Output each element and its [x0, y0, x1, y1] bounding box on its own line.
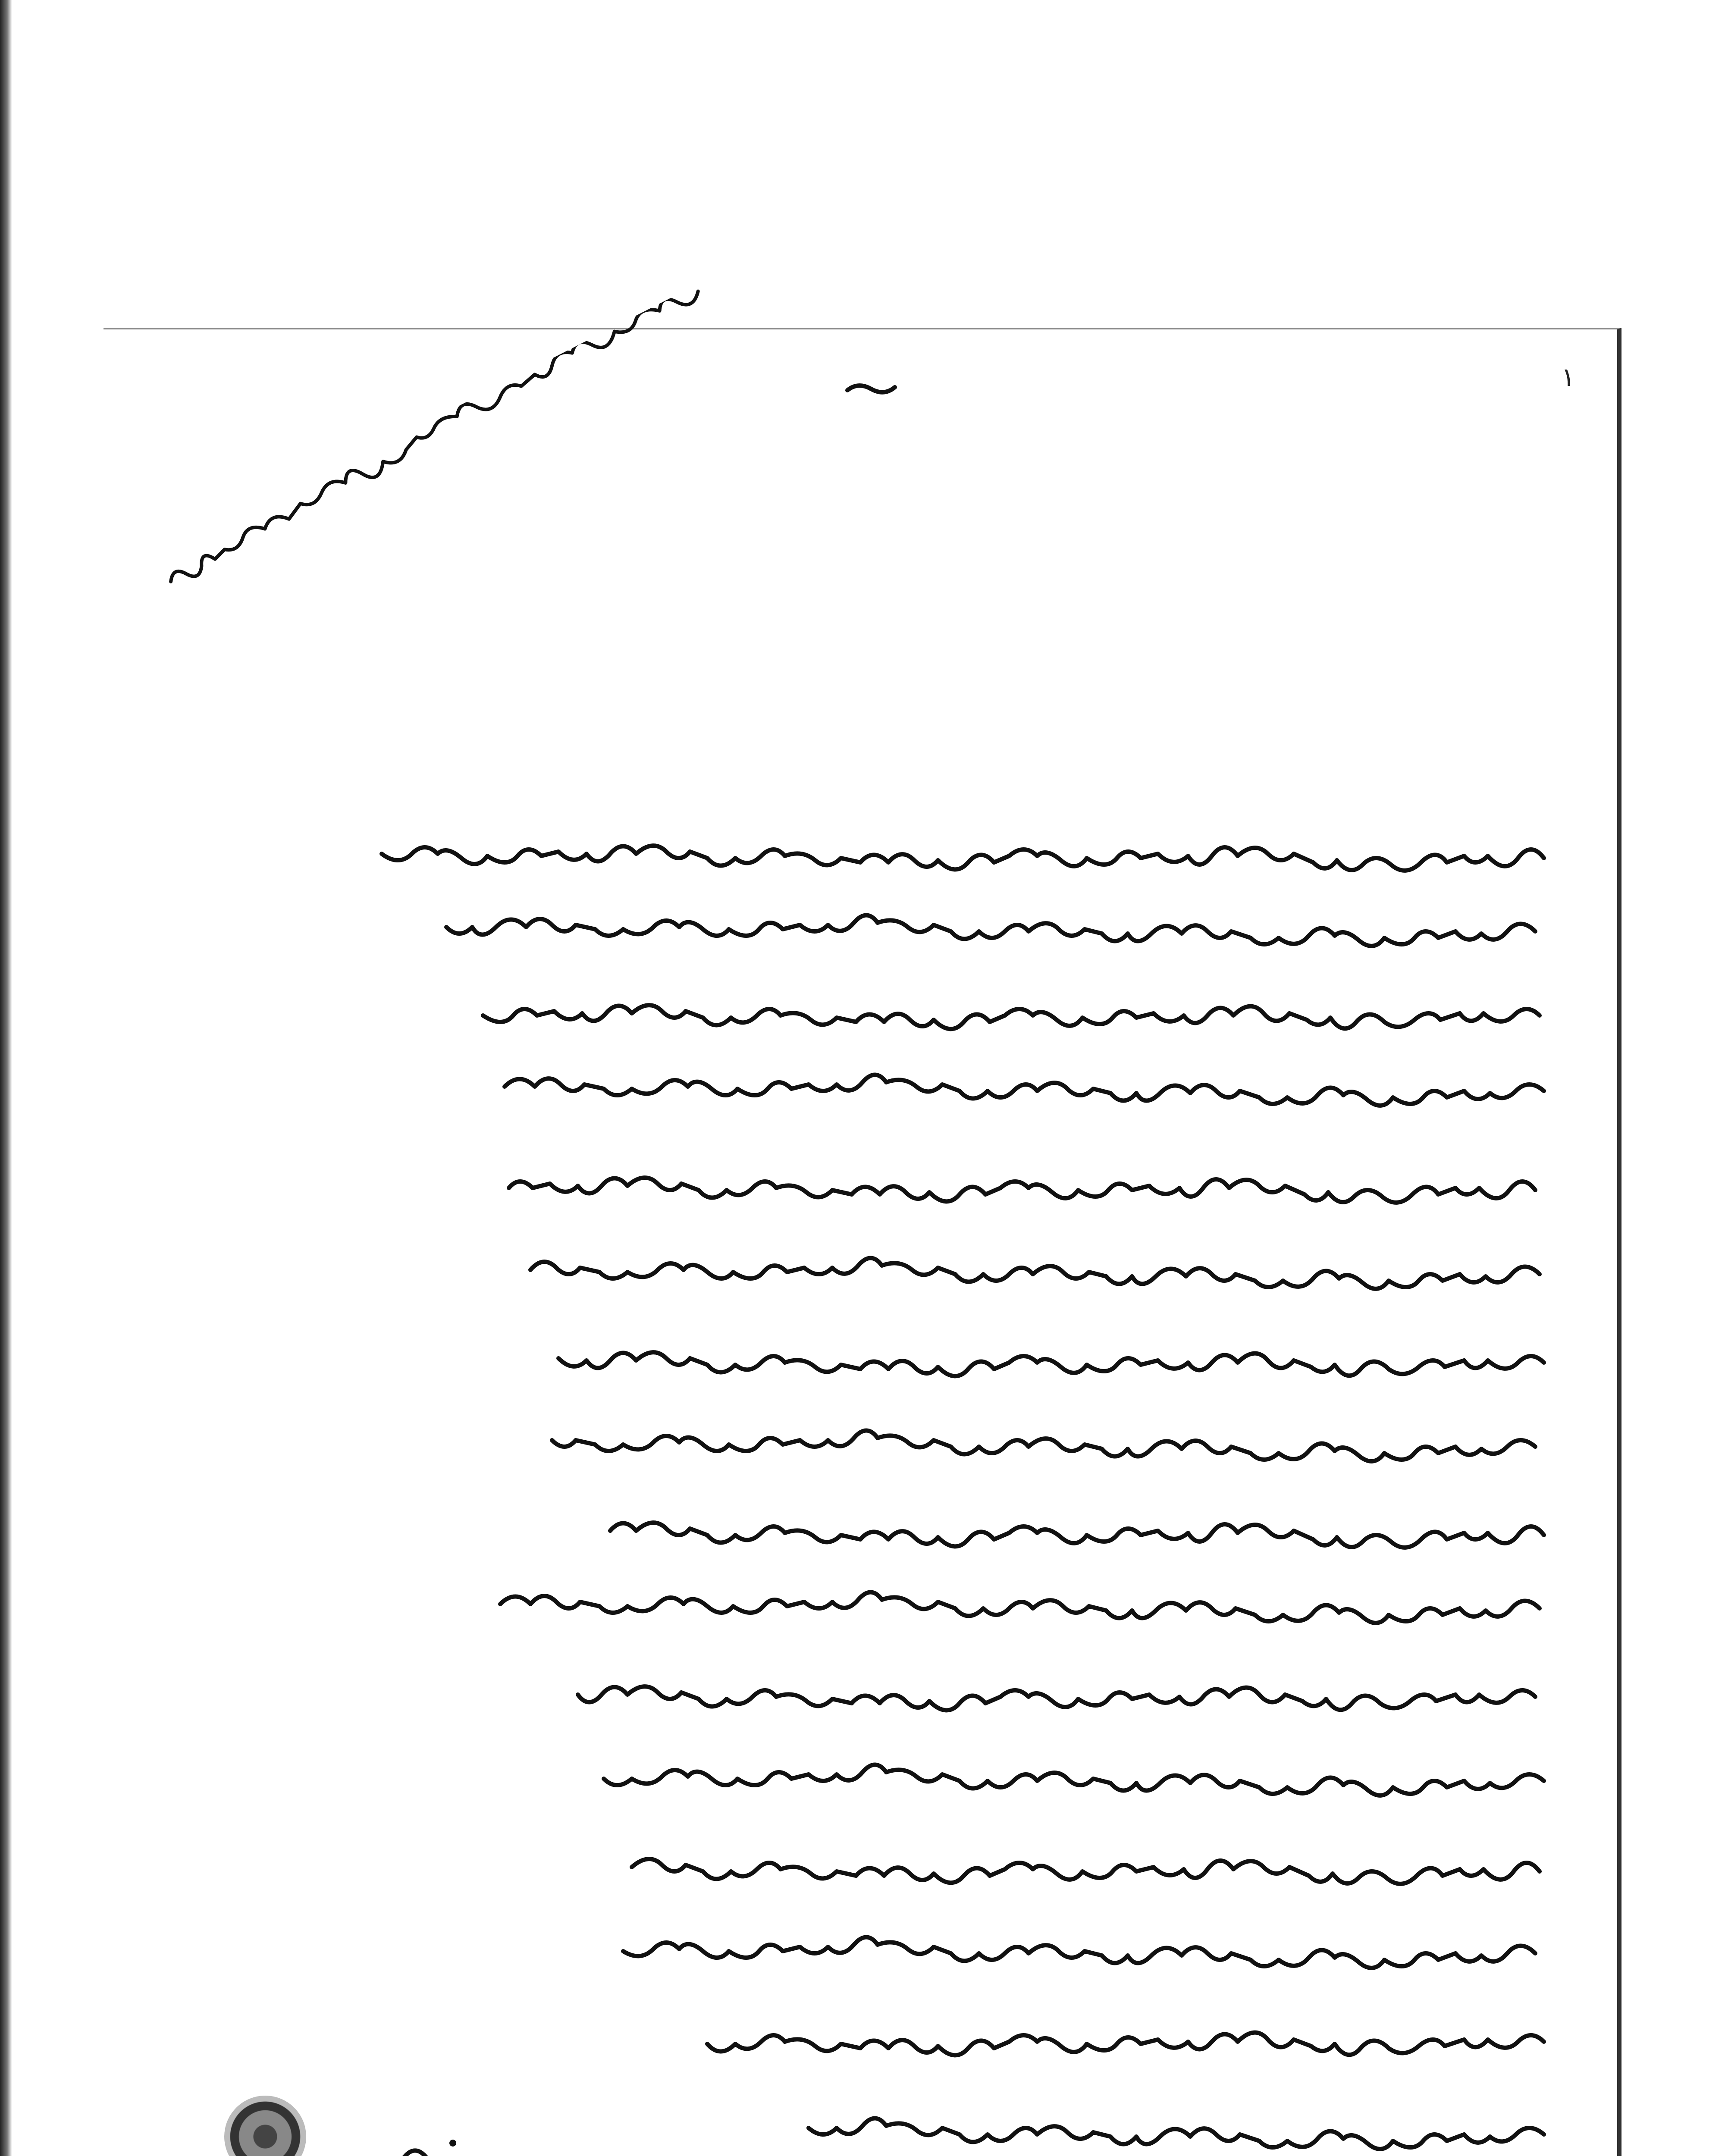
text-line — [647, 2113, 1552, 2156]
text-line — [112, 1509, 1552, 1552]
text-line — [112, 1069, 1552, 1112]
text-line — [112, 1423, 1552, 1466]
text-line — [112, 1587, 1552, 1630]
text-line — [112, 1250, 1552, 1294]
scan-edge — [0, 0, 12, 2156]
invocation-mark — [845, 379, 897, 397]
folio-number: ١ — [1561, 362, 1575, 392]
text-line — [112, 1846, 1552, 1889]
text-line — [112, 992, 1552, 1035]
text-line — [112, 1932, 1552, 1975]
text-line — [112, 1759, 1552, 1802]
text-line — [112, 2018, 1552, 2061]
text-line — [112, 1164, 1552, 1207]
signature-flourish — [388, 2126, 569, 2156]
text-line — [112, 1341, 1552, 1384]
text-line — [112, 1673, 1552, 1716]
text-line — [112, 910, 1552, 953]
text-line — [112, 832, 1552, 875]
